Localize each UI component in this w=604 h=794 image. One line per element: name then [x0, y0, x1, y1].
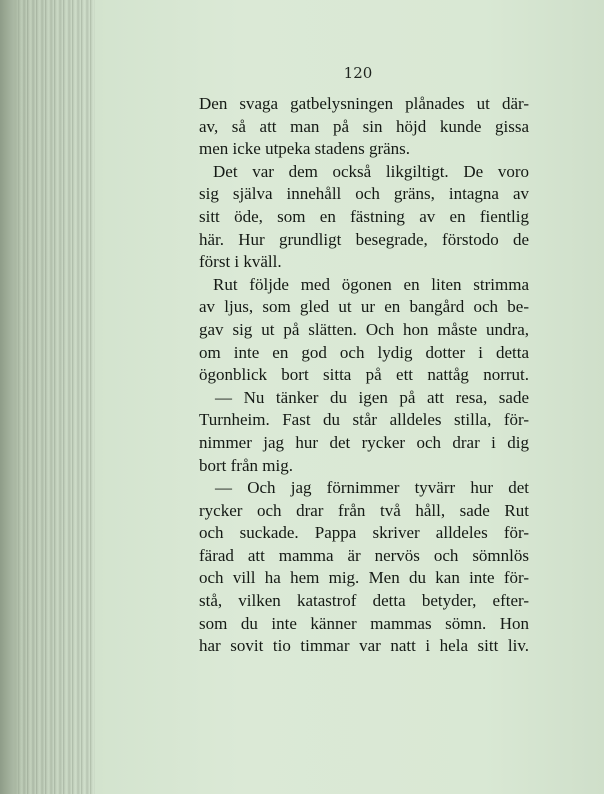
text-line: sitt öde, som en fästning av en fientlig	[199, 206, 529, 226]
text-line: Det var dem också likgiltigt. De voro	[213, 161, 529, 181]
page-number: 120	[343, 64, 373, 82]
text-line: färad att mamma är nervös och sömnlös	[199, 545, 529, 565]
text-line: Turnheim. Fast du står alldeles stilla, för-	[199, 410, 529, 430]
text-line: av ljus, som gled ut ur en bangård och be-	[199, 297, 529, 317]
text-line: Rut följde med ögonen en liten strimma	[213, 274, 529, 294]
text-line: bort från mig.	[199, 455, 293, 475]
text-line: sig själva innehåll och gräns, intagna av	[199, 184, 529, 204]
text-line: ögonblick bort sitta på ett nattåg norrut.	[199, 365, 529, 385]
text-line: — Nu tänker du igen på att resa, sade	[215, 387, 529, 407]
text-line: och suckade. Pappa skriver alldeles för-	[199, 523, 529, 543]
body-text	[199, 93, 529, 658]
text-line: om inte en god och lydig dotter i detta	[199, 342, 529, 362]
text-line: har sovit tio timmar var natt i hela sitt liv.	[199, 636, 529, 656]
text-line: rycker och drar från två håll, sade Rut	[199, 500, 529, 520]
text-line: och vill ha hem mig. Men du kan inte för-	[199, 568, 529, 588]
text-line: Den svaga gatbelysningen plånades ut där-	[199, 94, 529, 113]
text-line: först i kväll.	[199, 252, 282, 272]
text-line: nimmer jag hur det rycker och drar i dig	[199, 432, 529, 452]
text-line: här. Hur grundligt besegrade, förstodo de	[199, 229, 529, 249]
text-line: men icke utpeka stadens gräns.	[199, 139, 411, 159]
text-line: som du inte känner mammas sömn. Hon	[199, 613, 529, 633]
text-line: gav sig ut på slätten. Och hon måste undra,	[199, 319, 529, 339]
text-line: av, så att man på sin höjd kunde gissa	[199, 116, 529, 136]
text-line: — Och jag förnimmer tyvärr hur det	[215, 478, 529, 498]
text-line: stå, vilken katastrof detta betyder, efter-	[199, 591, 529, 611]
gutter-shadow	[0, 0, 22, 794]
